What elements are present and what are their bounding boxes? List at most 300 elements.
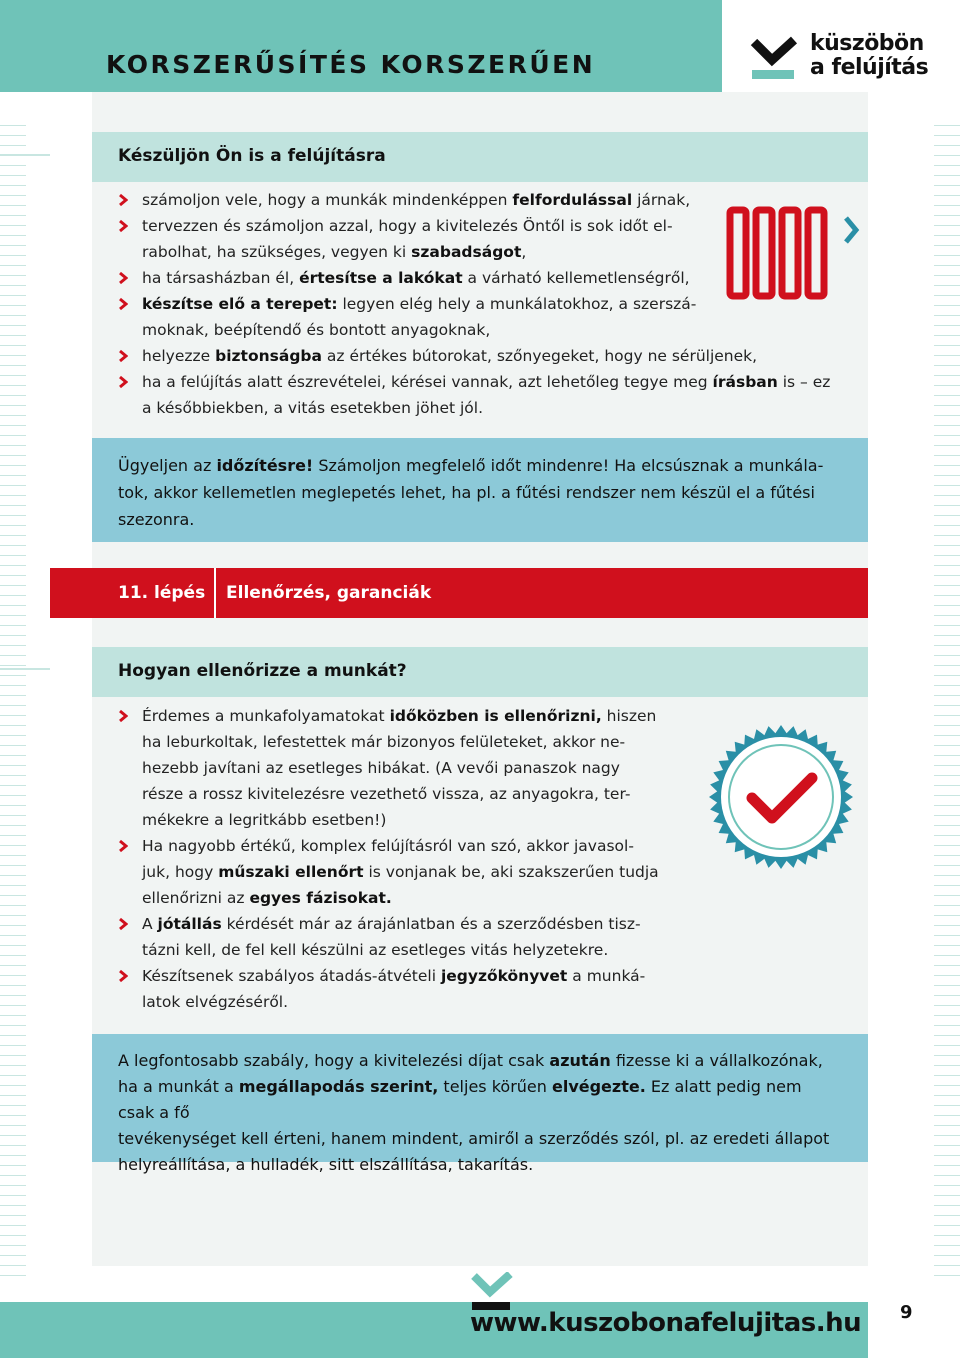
ruler-line	[0, 505, 26, 506]
ruler-line	[934, 475, 960, 476]
prepare-heading-bar	[92, 132, 868, 182]
ruler-line	[934, 565, 960, 566]
ruler-line	[0, 255, 26, 256]
text-segment: Érdemes a munkafolyamatokat	[142, 707, 390, 725]
ruler-line	[0, 1075, 26, 1076]
text-segment: a későbbiekben, a vitás esetekben jöhet jól.	[142, 399, 484, 417]
ruler-line	[934, 625, 960, 626]
text-segment: ha a felújítás alatt észrevételei, kérései vannak, azt lehetőleg tegye meg	[142, 373, 713, 391]
ruler-line	[0, 1045, 26, 1046]
ruler-line	[0, 555, 26, 556]
ruler-line	[0, 585, 26, 586]
payment-note	[92, 1034, 868, 1174]
step-title: Ellenőrzés, garanciák	[226, 583, 432, 603]
ruler-line	[934, 545, 960, 546]
text-segment: legyen elég hely a munkálatokhoz, a szerszá-	[337, 295, 697, 313]
ruler-line	[934, 1155, 960, 1156]
ruler-line	[934, 685, 960, 686]
ruler-line	[934, 365, 960, 366]
ruler-line	[0, 725, 26, 726]
ruler-tick	[0, 154, 50, 156]
text-segment: járnak,	[632, 191, 691, 209]
page-number: 9	[900, 1302, 913, 1323]
text-segment: helyreállítása, a hulladék, sitt elszállítása, takarítás.	[118, 1155, 534, 1174]
ruler-line	[934, 135, 960, 136]
chevron-right-icon	[118, 969, 128, 983]
text-segment: A	[142, 915, 158, 933]
ruler-line	[934, 915, 960, 916]
timing-note	[92, 438, 868, 542]
ruler-line	[0, 475, 26, 476]
list-item	[118, 911, 678, 963]
ruler-line	[934, 385, 960, 386]
ruler-line	[934, 855, 960, 856]
text-segment: is vonjanak be, aki szakszerűen tudja	[363, 863, 659, 881]
ruler-line	[934, 1085, 960, 1086]
ruler-line	[934, 1075, 960, 1076]
step-divider	[214, 568, 216, 618]
ruler-line	[0, 535, 26, 536]
ruler-line	[0, 215, 26, 216]
ruler-line	[0, 1205, 26, 1206]
text-segment: Ha nagyobb értékű, komplex felújításról van szó, akkor javasol-	[142, 837, 634, 855]
list-item	[118, 369, 858, 421]
emphasis-text: egyes fázisokat.	[249, 889, 392, 907]
ruler-line	[0, 645, 26, 646]
text-line	[142, 369, 858, 395]
ruler-line	[0, 835, 26, 836]
right-ruler-decoration	[934, 125, 960, 1285]
text-segment: tok, akkor kellemetlen meglepetés lehet, ha pl. a fűtési rendszer nem készül el a fűtési	[118, 483, 815, 502]
ruler-line	[934, 955, 960, 956]
ruler-line	[934, 215, 960, 216]
ruler-line	[0, 945, 26, 946]
check-list-container	[118, 703, 678, 1015]
ruler-line	[934, 675, 960, 676]
logo-text-line2: a felújítás	[810, 55, 929, 80]
ruler-line	[934, 225, 960, 226]
ruler-line	[934, 255, 960, 256]
ruler-line	[934, 1215, 960, 1216]
ruler-line	[934, 425, 960, 426]
ruler-line	[0, 1245, 26, 1246]
ruler-line	[0, 565, 26, 566]
ruler-line	[0, 205, 26, 206]
ruler-line	[934, 1225, 960, 1226]
ruler-line	[934, 815, 960, 816]
text-segment: tevékenységet kell érteni, hanem mindent, amiről a szerződés szól, pl. az eredeti állapot	[118, 1129, 830, 1148]
ruler-line	[0, 775, 26, 776]
text-line	[118, 1152, 842, 1178]
text-segment: A legfontosabb szabály, hogy a kivitelezési díjat csak	[118, 1051, 550, 1070]
text-segment: Ügyeljen az	[118, 456, 217, 475]
ruler-line	[0, 515, 26, 516]
ruler-line	[934, 125, 960, 126]
ruler-line	[0, 685, 26, 686]
ruler-line	[0, 1115, 26, 1116]
logo-mark-icon	[750, 36, 800, 88]
ruler-line	[934, 845, 960, 846]
ruler-line	[0, 785, 26, 786]
check-list	[118, 703, 678, 1015]
ruler-line	[0, 1235, 26, 1236]
ruler-line	[0, 185, 26, 186]
ruler-line	[934, 755, 960, 756]
ruler-line	[0, 405, 26, 406]
ruler-line	[934, 705, 960, 706]
ruler-line	[934, 965, 960, 966]
ruler-line	[934, 525, 960, 526]
ruler-line	[934, 335, 960, 336]
chevron-right-icon	[118, 219, 128, 233]
ruler-line	[0, 1275, 26, 1276]
ruler-line	[0, 1065, 26, 1066]
ruler-line	[934, 995, 960, 996]
ruler-line	[934, 455, 960, 456]
ruler-line	[0, 195, 26, 196]
emphasis-text: jótállás	[157, 915, 222, 933]
text-line	[142, 937, 678, 963]
ruler-line	[0, 915, 26, 916]
ruler-line	[934, 505, 960, 506]
check-heading: Hogyan ellenőrizze a munkát?	[118, 661, 407, 681]
ruler-line	[934, 315, 960, 316]
prepare-heading: Készüljön Ön is a felújításra	[118, 146, 386, 166]
emphasis-text: biztonságba	[215, 347, 322, 365]
ruler-line	[0, 545, 26, 546]
ruler-line	[934, 245, 960, 246]
text-segment: a várható kellemetlenségről,	[462, 269, 690, 287]
ruler-line	[934, 185, 960, 186]
chevron-right-icon	[118, 271, 128, 285]
text-line	[142, 343, 858, 369]
text-segment: hezebb javítani az esetleges hibákat. (A vevői panaszok nagy	[142, 759, 620, 777]
ruler-line	[0, 345, 26, 346]
text-line	[142, 729, 678, 755]
ruler-line	[0, 485, 26, 486]
ruler-line	[934, 555, 960, 556]
ruler-line	[0, 1185, 26, 1186]
ruler-line	[0, 1225, 26, 1226]
ruler-line	[0, 625, 26, 626]
ruler-tick	[0, 668, 50, 670]
ruler-line	[934, 1175, 960, 1176]
ruler-line	[0, 665, 26, 666]
ruler-line	[934, 935, 960, 936]
ruler-line	[0, 285, 26, 286]
ruler-line	[0, 305, 26, 306]
ruler-line	[0, 1085, 26, 1086]
ruler-line	[934, 465, 960, 466]
ruler-line	[0, 795, 26, 796]
ruler-line	[934, 295, 960, 296]
ruler-line	[0, 635, 26, 636]
ruler-line	[934, 415, 960, 416]
emphasis-text: műszaki ellenőrt	[218, 863, 364, 881]
ruler-line	[0, 1095, 26, 1096]
ruler-line	[0, 735, 26, 736]
ruler-line	[934, 1265, 960, 1266]
ruler-line	[0, 1125, 26, 1126]
text-segment: ellenőrizni az	[142, 889, 250, 907]
ruler-line	[934, 1195, 960, 1196]
ruler-line	[0, 1195, 26, 1196]
footer-url[interactable]: www.kuszobonafelujitas.hu	[470, 1308, 862, 1338]
emphasis-text: írásban	[712, 373, 778, 391]
ruler-line	[0, 445, 26, 446]
ruler-line	[0, 335, 26, 336]
ruler-line	[934, 635, 960, 636]
ruler-line	[934, 1105, 960, 1106]
ruler-line	[0, 845, 26, 846]
text-segment: helyezze	[142, 347, 216, 365]
ruler-line	[0, 385, 26, 386]
text-line	[118, 1074, 842, 1126]
ruler-line	[934, 1045, 960, 1046]
text-segment: ha társasházban él,	[142, 269, 300, 287]
ruler-line	[0, 715, 26, 716]
ruler-line	[0, 1155, 26, 1156]
ruler-line	[934, 275, 960, 276]
ruler-line	[0, 425, 26, 426]
emphasis-text: időközben is ellenőrizni,	[389, 707, 602, 725]
ruler-line	[934, 325, 960, 326]
text-line	[142, 703, 678, 729]
ruler-line	[0, 455, 26, 456]
ruler-line	[934, 825, 960, 826]
text-segment: fizesse ki a vállalkozónak,	[610, 1051, 823, 1070]
chevron-right-icon	[118, 193, 128, 207]
ruler-line	[934, 1035, 960, 1036]
ruler-line	[0, 655, 26, 656]
logo	[750, 32, 940, 92]
ruler-line	[934, 205, 960, 206]
ruler-line	[934, 725, 960, 726]
ruler-line	[934, 615, 960, 616]
text-segment: Készítsenek szabályos átadás-átvételi	[142, 967, 441, 985]
ruler-line	[0, 865, 26, 866]
list-item	[118, 833, 678, 911]
ruler-line	[0, 1025, 26, 1026]
list-item	[118, 963, 678, 1015]
ruler-line	[934, 405, 960, 406]
chevron-right-icon	[118, 709, 128, 723]
step-number: 11. lépés	[118, 583, 206, 603]
ruler-line	[934, 1205, 960, 1206]
ruler-line	[0, 415, 26, 416]
checkmark-badge-icon	[706, 722, 856, 872]
text-segment: latok elvégzéséről.	[142, 993, 289, 1011]
ruler-line	[0, 805, 26, 806]
ruler-line	[0, 235, 26, 236]
ruler-line	[0, 995, 26, 996]
ruler-line	[934, 435, 960, 436]
ruler-line	[0, 365, 26, 366]
ruler-line	[0, 525, 26, 526]
text-segment: ha leburkoltak, lefestettek már bizonyos felületeket, akkor ne-	[142, 733, 626, 751]
ruler-line	[934, 375, 960, 376]
ruler-line	[934, 775, 960, 776]
ruler-line	[0, 595, 26, 596]
ruler-line	[934, 735, 960, 736]
ruler-line	[934, 1165, 960, 1166]
ruler-line	[934, 605, 960, 606]
text-segment: számoljon vele, hogy a munkák mindenképpen	[142, 191, 513, 209]
ruler-line	[0, 245, 26, 246]
ruler-line	[934, 905, 960, 906]
ruler-line	[934, 595, 960, 596]
emphasis-text: jegyzőkönyvet	[440, 967, 568, 985]
ruler-line	[0, 1055, 26, 1056]
ruler-line	[0, 135, 26, 136]
ruler-line	[0, 435, 26, 436]
list-item	[118, 703, 678, 833]
ruler-line	[934, 645, 960, 646]
chevron-right-icon	[118, 375, 128, 389]
ruler-line	[934, 445, 960, 446]
ruler-line	[0, 125, 26, 126]
ruler-line	[0, 1005, 26, 1006]
ruler-line	[0, 925, 26, 926]
emphasis-text: értesítse a lakókat	[299, 269, 463, 287]
text-segment: szezonra.	[118, 510, 195, 529]
ruler-line	[0, 675, 26, 676]
ruler-line	[0, 1265, 26, 1266]
ruler-line	[934, 875, 960, 876]
ruler-line	[934, 495, 960, 496]
ruler-line	[0, 175, 26, 176]
ruler-line	[0, 755, 26, 756]
ruler-line	[934, 655, 960, 656]
ruler-line	[934, 745, 960, 746]
emphasis-text: készítse elő a terepet:	[142, 295, 338, 313]
text-segment: tervezzen és számoljon azzal, hogy a kivitelezés Öntől is sok időt el-	[142, 217, 673, 235]
text-line	[118, 506, 842, 533]
ruler-line	[0, 885, 26, 886]
ruler-line	[0, 225, 26, 226]
emphasis-text: szabadságot	[411, 243, 522, 261]
ruler-line	[934, 945, 960, 946]
list-item	[118, 343, 858, 369]
page-title: KORSZERŰSÍTÉS KORSZERŰEN	[106, 50, 596, 79]
ruler-line	[0, 905, 26, 906]
text-segment: része a rossz kivitelezésre vezethető vissza, az anyagokra, ter-	[142, 785, 631, 803]
text-line	[142, 833, 678, 859]
ruler-line	[934, 195, 960, 196]
ruler-line	[934, 395, 960, 396]
ruler-line	[934, 985, 960, 986]
logo-text-line1: küszöbön	[810, 31, 924, 56]
text-segment: ,	[521, 243, 527, 261]
text-line	[142, 911, 678, 937]
ruler-line	[934, 925, 960, 926]
ruler-line	[934, 305, 960, 306]
ruler-line	[934, 165, 960, 166]
text-segment: az értékes bútorokat, szőnyegeket, hogy ne sérüljenek,	[321, 347, 758, 365]
ruler-line	[934, 175, 960, 176]
ruler-line	[0, 615, 26, 616]
text-segment: rabolhat, ha szükséges, vegyen ki	[142, 243, 412, 261]
ruler-line	[934, 805, 960, 806]
ruler-line	[0, 935, 26, 936]
ruler-line	[0, 1015, 26, 1016]
text-line	[142, 963, 678, 989]
ruler-line	[0, 605, 26, 606]
ruler-line	[934, 1235, 960, 1236]
ruler-line	[0, 325, 26, 326]
ruler-line	[0, 575, 26, 576]
emphasis-text: időzítésre!	[216, 456, 314, 475]
ruler-line	[0, 765, 26, 766]
ruler-line	[934, 1255, 960, 1256]
text-segment: juk, hogy	[142, 863, 219, 881]
text-line	[142, 885, 678, 911]
text-segment: hiszen	[601, 707, 657, 725]
ruler-line	[934, 975, 960, 976]
ruler-line	[934, 265, 960, 266]
ruler-line	[0, 275, 26, 276]
ruler-line	[934, 1135, 960, 1136]
ruler-line	[934, 695, 960, 696]
emphasis-text: felfordulással	[512, 191, 633, 209]
text-segment: Ez alatt pedig nem csak a fő	[118, 1077, 802, 1122]
ruler-line	[0, 955, 26, 956]
ruler-line	[0, 825, 26, 826]
radiator-icon	[724, 206, 864, 300]
chevron-right-icon	[118, 917, 128, 931]
text-segment: teljes körűen	[438, 1077, 552, 1096]
ruler-line	[934, 155, 960, 156]
chevron-right-icon	[118, 297, 128, 311]
text-line	[118, 1126, 842, 1152]
text-segment: is – ez	[777, 373, 831, 391]
ruler-line	[0, 745, 26, 746]
ruler-line	[0, 1255, 26, 1256]
ruler-line	[934, 345, 960, 346]
ruler-line	[0, 855, 26, 856]
text-line	[142, 395, 858, 421]
text-line	[142, 755, 678, 781]
ruler-line	[934, 865, 960, 866]
ruler-line	[934, 585, 960, 586]
ruler-line	[934, 355, 960, 356]
ruler-line	[934, 1245, 960, 1246]
ruler-line	[0, 895, 26, 896]
emphasis-text: elvégezte.	[551, 1077, 646, 1096]
ruler-line	[934, 785, 960, 786]
ruler-line	[934, 515, 960, 516]
ruler-line	[934, 1015, 960, 1016]
ruler-line	[934, 1005, 960, 1006]
ruler-line	[934, 535, 960, 536]
ruler-line	[0, 315, 26, 316]
ruler-line	[0, 1165, 26, 1166]
ruler-line	[934, 1115, 960, 1116]
ruler-line	[0, 875, 26, 876]
ruler-line	[934, 885, 960, 886]
text-line	[142, 317, 858, 343]
ruler-line	[0, 1105, 26, 1106]
emphasis-text: megállapodás szerint,	[238, 1077, 439, 1096]
ruler-line	[0, 1175, 26, 1176]
ruler-line	[934, 1065, 960, 1066]
text-segment: moknak, beépítendő és bontott anyagoknak,	[142, 321, 491, 339]
ruler-line	[0, 265, 26, 266]
text-line	[118, 479, 842, 506]
ruler-line	[934, 1055, 960, 1056]
text-line	[118, 452, 842, 479]
ruler-line	[0, 145, 26, 146]
